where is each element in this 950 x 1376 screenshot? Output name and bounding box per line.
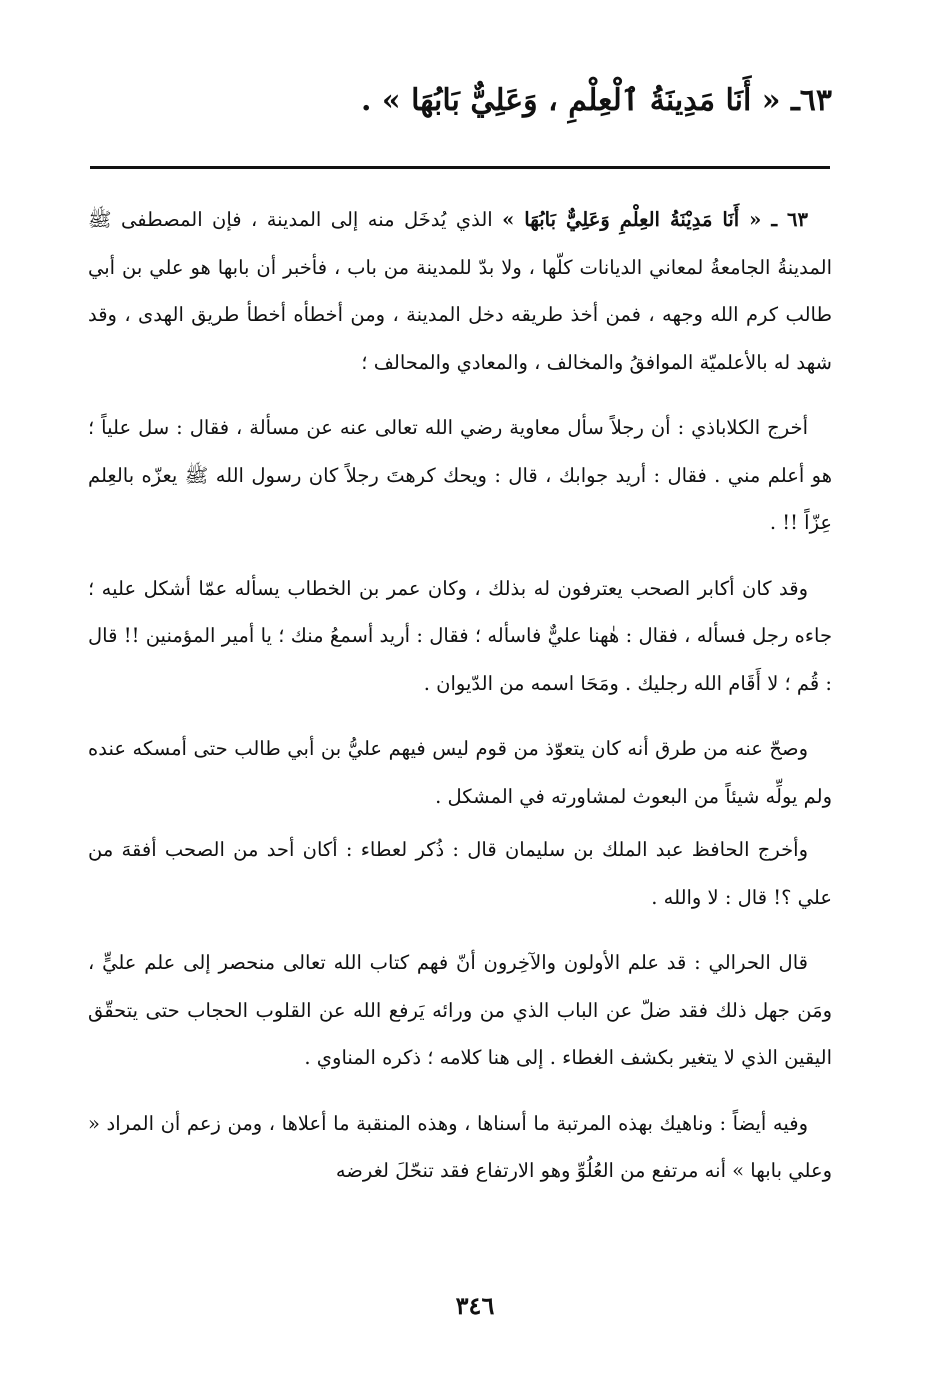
body-text — [88, 196, 832, 1201]
paragraph-text: وفيه أيضاً : وناهيك بهذه المرتبة ما أسناها ، وهذه المنقبة ما أعلاها ، ومن زعم أن المراد « وعلي بابها » أنه مرتفع من العُلُوِّ وهو الارتفاع فقد تنحّلَ لغرضه — [88, 1111, 832, 1182]
paragraph-text: قال الحرالي : قد علم الأولون والآخِرون أنّ فهم كتاب الله تعالى منحصر إلى علم عليٍّ ، ومَن جهل ذلك فقد ضلّ عن الباب الذي من ورائه يَرفع الله عن القلوب الحجاب حتى يتحقّق اليقين الذي لا يتغير بكشف الغطاء . إلى هنا كلامه ؛ ذكره المناوي . — [88, 951, 832, 1069]
hadith-quote: ٦٣ ـ « أَنَا مَدِيْنَةُ العِلْمِ وَعَلِيٌّ بَابُهَا » — [502, 208, 808, 231]
page-number: ٣٤٦ — [455, 1291, 495, 1320]
paragraph-2 — [88, 404, 832, 547]
paragraph-text: وصحّ عنه من طرق أنه كان يتعوّذ من قوم ليس فيهم عليُّ بن أبي طالب حتى أمسكه عنده ولم يولِّه شيئاً من البعوث لمشاورته في المشكل . — [88, 737, 832, 808]
paragraph-7 — [88, 1100, 832, 1195]
paragraph-6 — [88, 939, 832, 1082]
paragraph-4 — [88, 725, 832, 820]
paragraph-3 — [88, 565, 832, 708]
paragraph-1 — [88, 196, 832, 386]
paragraph-text: وقد كان أكابر الصحب يعترفون له بذلك ، وكان عمر بن الخطاب يسأله عمّا أشكل عليه ؛ جاءه رجل فسأله ، فقال : هٰهنا عليٌّ فاسأله ؛ فقال : أريد أسمعُ منك ؛ يا أمير المؤمنين !! قال : قُم ؛ لا أَقَام الله رجليك . ومَحَا اسمه من الدّيوان . — [88, 576, 832, 695]
paragraph-text: الذي يُدخَل منه إلى المدينة ، فإن المصطفى ﷺ المدينةُ الجامعةُ لمعاني الديانات كلّها ، ولا بدّ للمدينة من باب ، فأخبر أن بابها هو علي بن أبي طالب كرم الله وجهه ، فمن أخذ طريقه دخل المدينة ، ومن أخطأه أخطأ طريق الهدى ، وقد شهد له بالأعلميّة الموافقُ والمخالف ، والمعادي والمحالف ؛ — [88, 208, 832, 374]
heading-divider — [90, 166, 830, 169]
paragraph-text: أخرج الكلاباذي : أن رجلاً سأل معاوية رضي الله تعالى عنه عن مسألة ، فقال : سل علياً ؛ هو أعلم مني . فقال : أريد جوابك ، قال : ويحك كرهتَ رجلاً كان رسول الله ﷺ يعزّه بالعِلم عِزّاً !! . — [88, 416, 832, 534]
chapter-heading: ٦٣ـ « أَنَا مَدِينَةُ ٱلْعِلْمِ ، وَعَلِيٌّ بَابُهَا » . — [361, 83, 832, 118]
paragraph-5 — [88, 826, 832, 921]
paragraph-text: وأخرج الحافظ عبد الملك بن سليمان قال : ذُكر لعطاء : أكان أحد من الصحب أفقهَ من علي ؟! قال : لا والله . — [88, 838, 832, 909]
